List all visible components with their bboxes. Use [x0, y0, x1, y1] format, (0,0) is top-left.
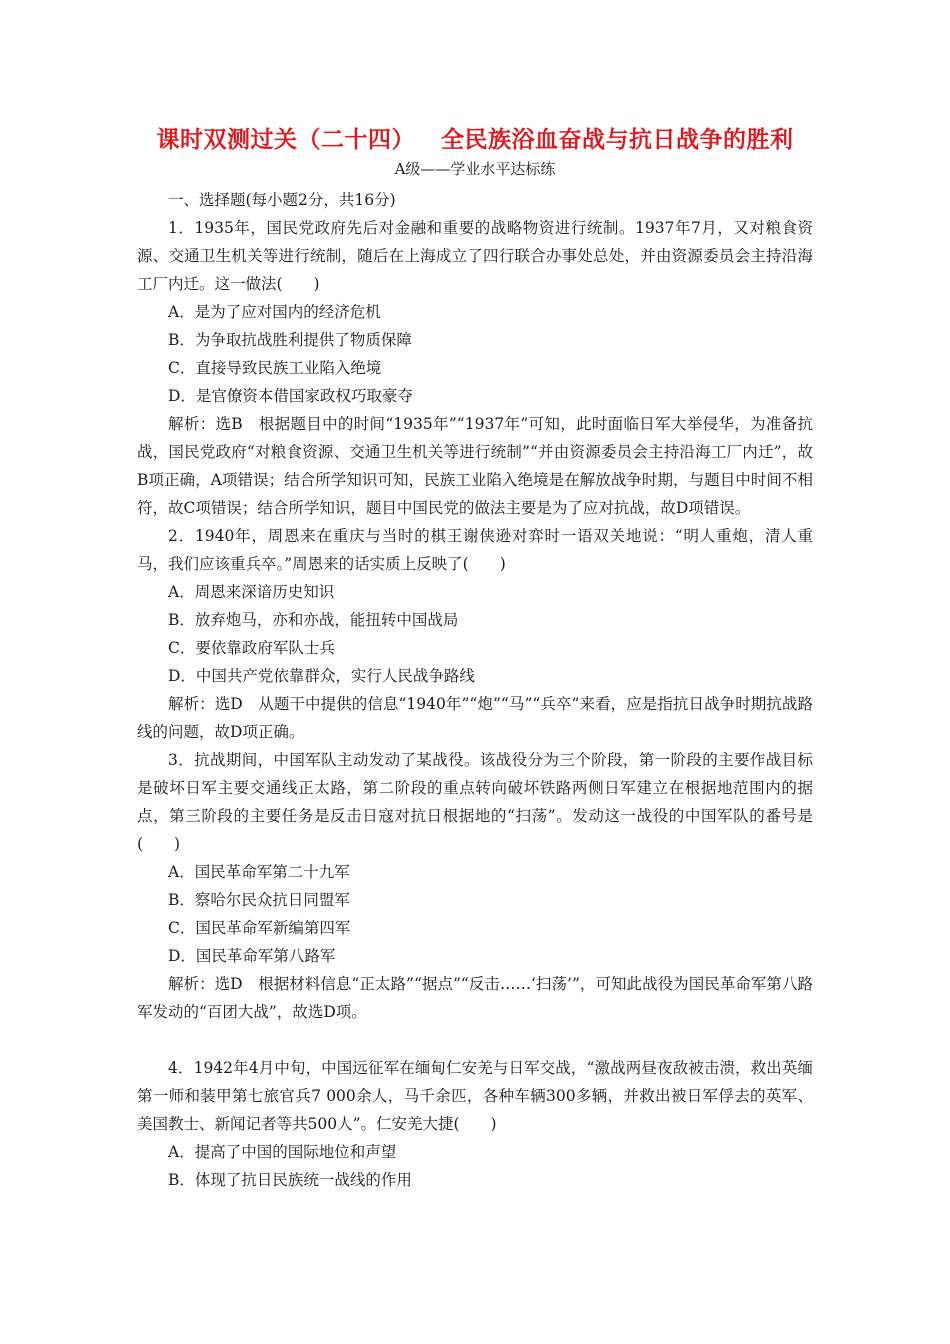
- option-a: A．周恩来深谙历史知识: [168, 583, 335, 601]
- option-a: A．是为了应对国内的经济危机: [168, 303, 381, 321]
- question-content: [137, 186, 813, 1194]
- answer-analysis: 解析：选D 根据材料信息“正太路”“据点”“反击……‘扫荡’”，可知此战役为国民革命军第八路军发动的“百团大战”，故选D项。: [137, 975, 813, 1021]
- blank-gap: [137, 1026, 813, 1054]
- option-b: B．放弃炮马，亦和亦战，能扭转中国战局: [168, 611, 459, 629]
- option-d: D．国民革命军第八路军: [168, 947, 336, 965]
- question-stem: 2．1940年，周恩来在重庆与当时的棋王谢侠逊对弈时一语双关地说：“明人重炮，清人重马，我们应该重兵卒。”周恩来的话实质上反映了( ): [137, 527, 813, 573]
- option-d: D．中国共产党依靠群众，实行人民战争路线: [168, 667, 475, 685]
- question-stem: 1．1935年，国民党政府先后对金融和重要的战略物资进行统制。1937年7月，又对粮食资源、交通卫生机关等进行统制，随后在上海成立了四行联合办事处总处，并由资源委员会主持沿海工厂内迁。这一做法( ): [137, 219, 813, 293]
- option-c: C．国民革命军新编第四军: [168, 919, 351, 937]
- option-a: A．国民革命军第二十九军: [168, 863, 350, 881]
- question-stem: 4．1942年4月中旬，中国远征军在缅甸仁安羌与日军交战，“激战两昼夜敌被击溃，救出英缅第一师和装甲第七旅官兵7 000余人，马千余匹，各种车辆300多辆，并救出被日军俘去的英军、美国教士、新闻记者等共500人”。仁安羌大捷( ): [137, 1059, 813, 1133]
- question-stem: 3．抗战期间，中国军队主动发动了某战役。该战役分为三个阶段，第一阶段的主要作战目标是破坏日军主要交通线正太路，第二阶段的重点转向破坏铁路两侧日军建立在根据地范围内的据点，第三阶段的主要任务是反击日寇对抗日根据地的“扫荡”。发动这一战役的中国军队的番号是( ): [137, 751, 813, 853]
- answer-analysis: 解析：选D 从题干中提供的信息“1940年”“炮”“马”“兵卒”来看，应是指抗日战争时期抗战路线的问题，故D项正确。: [137, 695, 813, 741]
- option-d: D．是官僚资本借国家政权巧取豪夺: [168, 387, 413, 405]
- option-a: A．提高了中国的国际地位和声望: [168, 1143, 397, 1161]
- option-c: C．直接导致民族工业陷入绝境: [168, 359, 382, 377]
- section-heading: 一、选择题(每小题2分，共16分): [168, 191, 396, 209]
- level-subtitle: A级——学业水平达标练: [394, 160, 556, 178]
- title-series: 课时双测过关（二十四）: [156, 127, 415, 153]
- page-title: [0, 121, 950, 154]
- option-b: B．体现了抗日民族统一战线的作用: [168, 1171, 412, 1189]
- answer-analysis: 解析：选B 根据题目中的时间“1935年”“1937年”可知，此时面临日军大举侵华，为准备抗战，国民党政府“对粮食资源、交通卫生机关等进行统制”“并由资源委员会主持沿海工厂内迁”，故B项正确，A项错误；结合所学知识可知，民族工业陷入绝境是在解放战争时期，与题目中时间不相符，故C项错误；结合所学知识，题目中国民党的做法主要是为了应对抗战，故D项错误。: [137, 415, 813, 517]
- option-b: B．为争取抗战胜利提供了物质保障: [168, 331, 412, 349]
- option-c: C．要依靠政府军队士兵: [168, 639, 335, 657]
- title-topic: 全民族浴血奋战与抗日战争的胜利: [441, 127, 794, 153]
- option-b: B．察哈尔民众抗日同盟军: [168, 891, 350, 909]
